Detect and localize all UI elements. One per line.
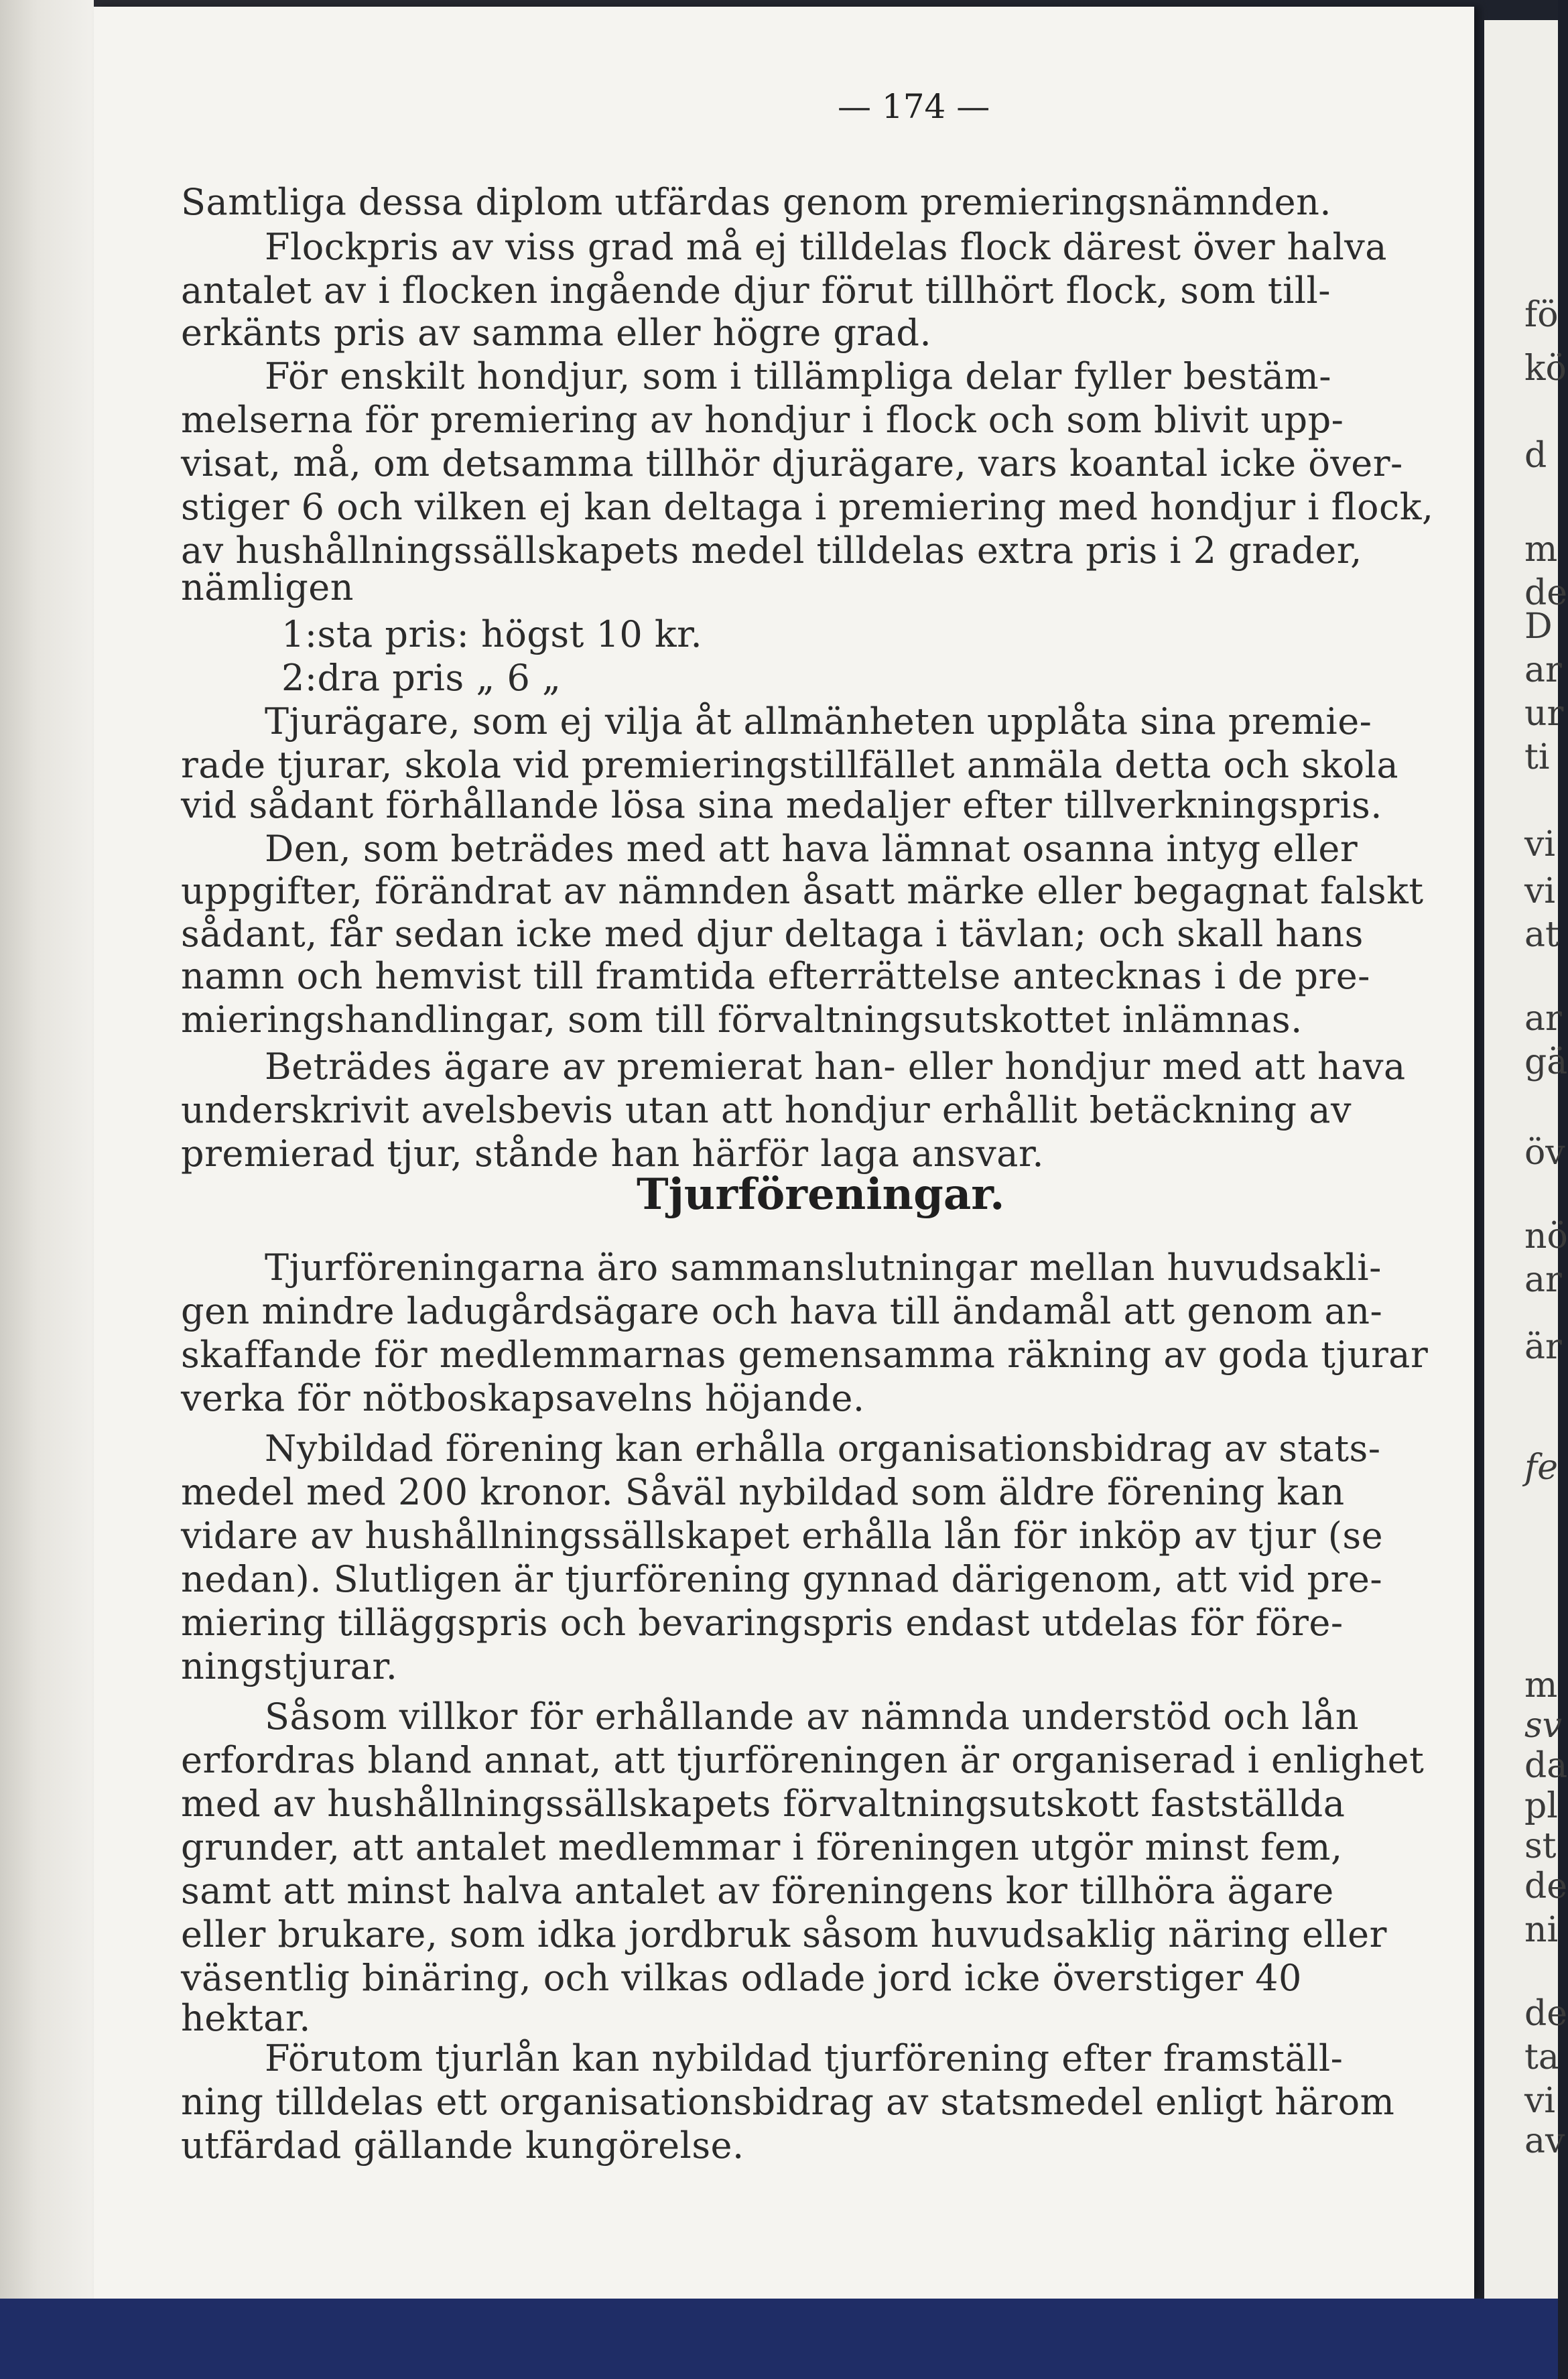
facing-page-fragment: är	[1524, 1327, 1562, 1367]
facing-page-fragment: gä	[1524, 1042, 1568, 1082]
text-line: premierad tjur, stånde han härför laga ansvar.	[181, 1133, 1045, 1175]
text-line: Den, som beträdes med att hava lämnat osanna intyg eller	[265, 828, 1358, 870]
facing-page-fragment: vi	[1524, 2081, 1556, 2121]
text-line: verka för nötboskapsavelns höjande.	[181, 1377, 865, 1419]
text-line: mieringshandlingar, som till förvaltningsutskottet inlämnas.	[181, 999, 1303, 1041]
text-line: För enskilt hondjur, som i tillämpliga delar fyller bestäm-	[265, 355, 1331, 397]
text-line: Förutom tjurlån kan nybildad tjurförening efter framställ-	[265, 2037, 1344, 2079]
text-line: skaffande för medlemmarnas gemensamma räkning av goda tjurar	[181, 1334, 1429, 1376]
facing-page-fragment: m	[1524, 1665, 1558, 1706]
facing-page-fragment: st	[1524, 1826, 1557, 1866]
text-line: stiger 6 och vilken ej kan deltaga i premiering med hondjur i flock,	[181, 486, 1434, 528]
text-line: antalet av i flocken ingående djur förut tillhört flock, som till-	[181, 269, 1331, 312]
facing-page-fragment: nö	[1524, 1216, 1568, 1257]
text-line: utfärdad gällande kungörelse.	[181, 2124, 744, 2167]
text-line: grunder, att antalet medlemmar i föreningen utgör minst fem,	[181, 1826, 1343, 1868]
text-line: Nybildad förening kan erhålla organisationsbidrag av stats-	[265, 1427, 1381, 1470]
text-line: erfordras bland annat, att tjurföreningen är organiserad i enlighet	[181, 1739, 1425, 1781]
facing-page-fragment: kö	[1524, 348, 1567, 389]
facing-page-fragment: ar	[1524, 999, 1562, 1039]
text-line: Beträdes ägare av premierat han- eller hondjur med att hava	[265, 1045, 1406, 1088]
facing-page-fragment: da	[1524, 1746, 1568, 1786]
facing-page-fragment: fö	[1524, 295, 1559, 335]
text-line: Samtliga dessa diplom utfärdas genom premieringsnämnden.	[181, 181, 1332, 223]
text-line: vidare av hushållningssällskapet erhålla lån för inköp av tjur (se	[181, 1515, 1384, 1557]
facing-page-fragment: ti	[1524, 737, 1550, 777]
text-line: Flockpris av viss grad må ej tilldelas flock därest över halva	[265, 226, 1387, 268]
facing-page-fragment: pl	[1524, 1786, 1558, 1826]
text-line: uppgifter, förändrat av nämnden åsatt märke eller begagnat falskt	[181, 870, 1424, 912]
facing-page-fragment: vi	[1524, 824, 1556, 864]
facing-page-fragment: de	[1524, 573, 1568, 613]
facing-page-fragment: at	[1524, 915, 1559, 955]
text-line: Tjurägare, som ej vilja åt allmänheten upplåta sina premie-	[265, 700, 1372, 743]
text-line: hektar.	[181, 1997, 311, 2039]
text-line: visat, må, om detsamma tillhör djurägare, vars koantal icke över-	[181, 442, 1403, 485]
text-line: underskrivit avelsbevis utan att hondjur erhållit betäckning av	[181, 1089, 1352, 1131]
facing-page-edge	[1484, 20, 1568, 2299]
scan-bottom-strip	[0, 2299, 1558, 2379]
text-line: nedan). Slutligen är tjurförening gynnad därigenom, att vid pre-	[181, 1558, 1383, 1600]
facing-page-fragment: de	[1524, 1994, 1568, 2034]
text-line: med av hushållningssällskapets förvaltningsutskott fastställda	[181, 1783, 1346, 1825]
text-line: namn och hemvist till framtida efterrättelse antecknas i de pre-	[181, 955, 1370, 997]
facing-page-fragment: ar	[1524, 650, 1562, 690]
facing-page-fragment: ni	[1524, 1910, 1559, 1950]
facing-page-fragment: öv	[1524, 1133, 1565, 1173]
facing-page-fragment: sv	[1524, 1706, 1563, 1746]
facing-page-fragment: D	[1524, 606, 1553, 647]
text-line: sådant, får sedan icke med djur deltaga i tävlan; och skall hans	[181, 913, 1364, 955]
text-line: ningstjurar.	[181, 1645, 398, 1687]
text-line: av hushållningssällskapets medel tilldelas extra pris i 2 grader,	[181, 529, 1362, 572]
text-line: rade tjurar, skola vid premieringstillfället anmäla detta och skola	[181, 744, 1399, 786]
text-line: vid sådant förhållande lösa sina medaljer efter tillverkningspris.	[181, 784, 1382, 826]
text-line: väsentlig binäring, och vilkas odlade jord icke överstiger 40	[181, 1957, 1302, 1999]
text-line: Tjurföreningarna äro sammanslutningar mellan huvudsakli-	[265, 1246, 1382, 1289]
text-line: erkänts pris av samma eller högre grad.	[181, 312, 932, 354]
facing-page-fragment: m	[1524, 529, 1558, 570]
text-line: melserna för premiering av hondjur i flock och som blivit upp-	[181, 399, 1344, 441]
text-line: 2:dra pris „ 6 „	[281, 657, 562, 699]
facing-page-fragment: vi	[1524, 871, 1556, 911]
text-line: miering tilläggspris och bevaringspris endast utdelas för före-	[181, 1602, 1344, 1644]
facing-page-fragment: ur	[1524, 694, 1564, 734]
text-line: nämligen	[181, 566, 354, 608]
text-line: ning tilldelas ett organisationsbidrag av statsmedel enligt härom	[181, 2081, 1395, 2123]
facing-page-fragment: fe	[1524, 1448, 1559, 1488]
text-line: eller brukare, som idka jordbruk såsom huvudsaklig näring eller	[181, 1913, 1387, 1955]
facing-page-fragment: d	[1524, 436, 1547, 476]
section-heading: Tjurföreningar.	[637, 1169, 1005, 1220]
text-line: medel med 200 kronor. Såväl nybildad som äldre förening kan	[181, 1471, 1345, 1513]
text-line: Såsom villkor för erhållande av nämnda understöd och lån	[265, 1695, 1359, 1738]
text-line: gen mindre ladugårdsägare och hava till ändamål att genom an-	[181, 1290, 1383, 1332]
facing-page-fragment: av	[1524, 2121, 1565, 2161]
text-line: samt att minst halva antalet av föreningens kor tillhöra ägare	[181, 1870, 1334, 1912]
facing-page-fragment: ar	[1524, 1260, 1562, 1300]
text-line: 1:sta pris: högst 10 kr.	[281, 613, 703, 655]
book-page-edges	[0, 0, 94, 2299]
facing-page-fragment: de	[1524, 1866, 1568, 1907]
page-number: — 174 —	[838, 87, 990, 126]
facing-page-fragment: ta	[1524, 2037, 1559, 2077]
